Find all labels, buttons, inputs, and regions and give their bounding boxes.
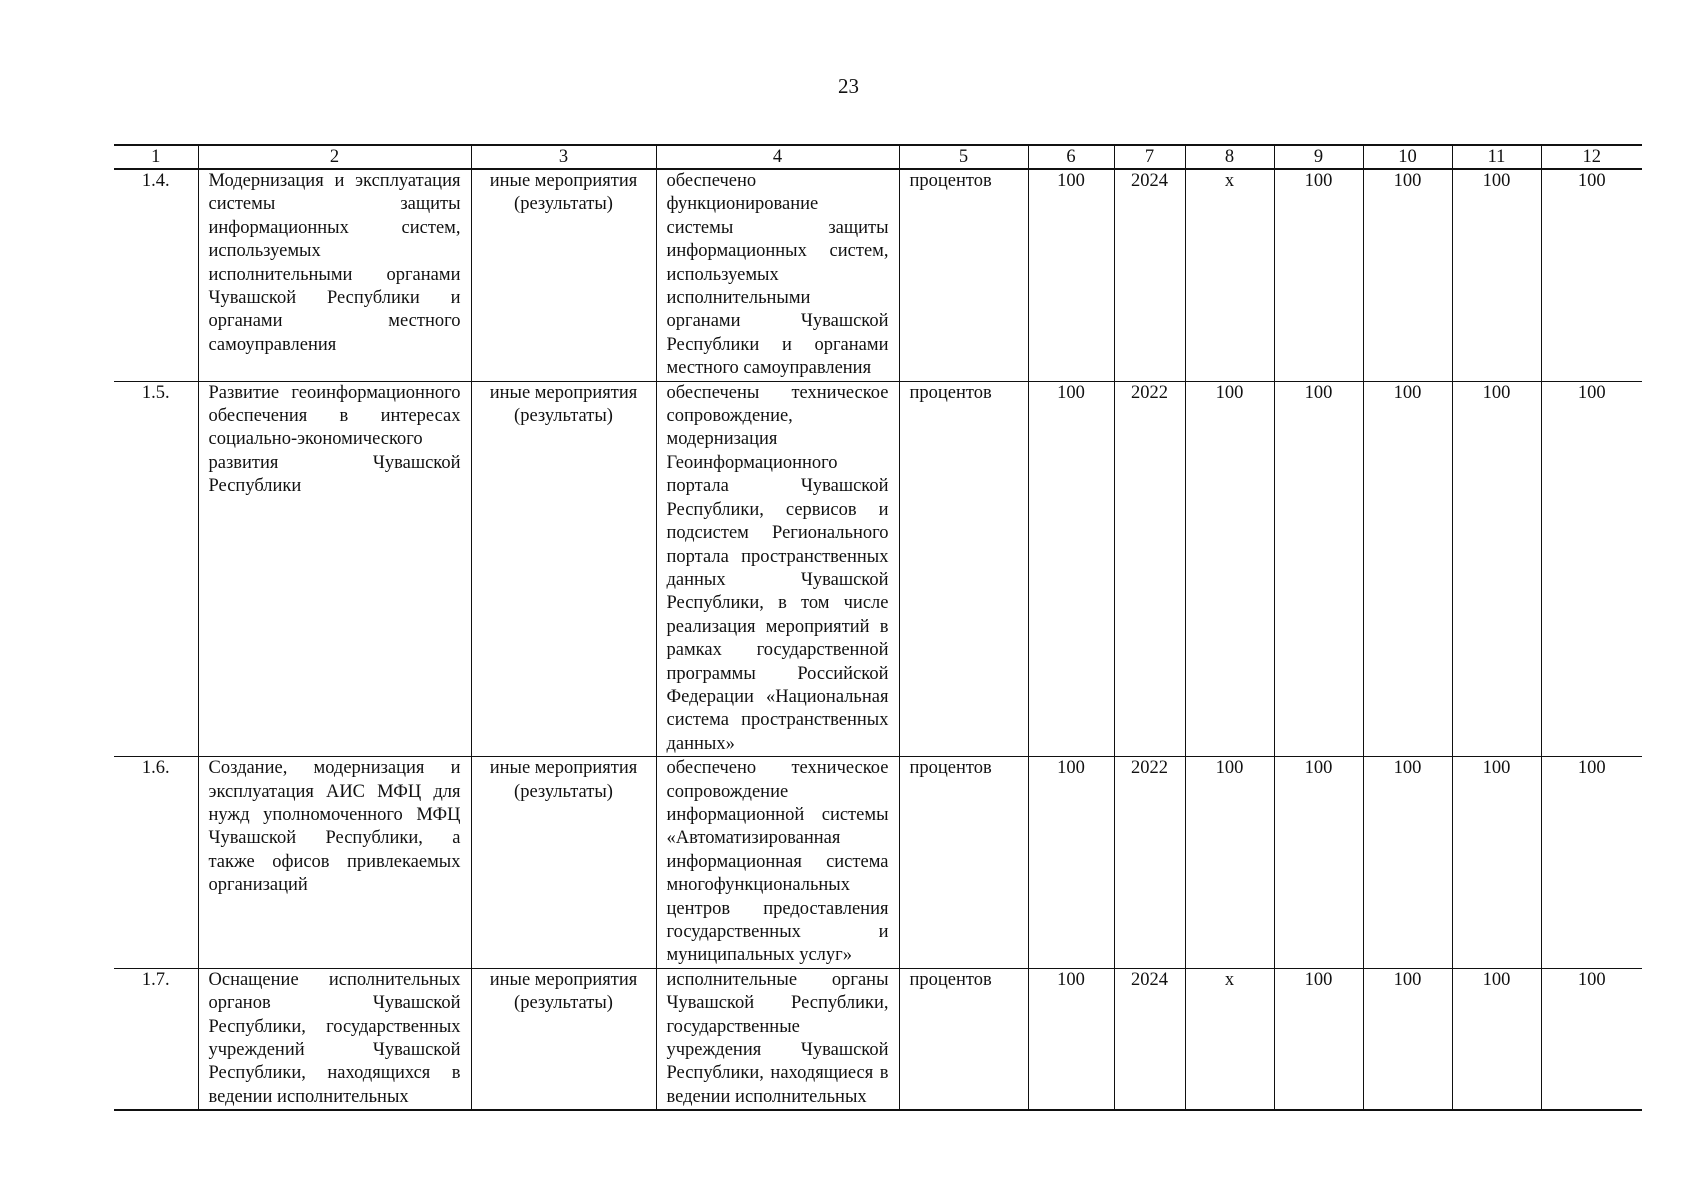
value-cell: 100 <box>1452 757 1541 969</box>
value-cell: 100 <box>1541 169 1642 381</box>
value-cell: 100 <box>1185 757 1274 969</box>
unit: процентов <box>899 381 1028 757</box>
value-cell: 100 <box>1363 757 1452 969</box>
value-cell: 100 <box>1185 381 1274 757</box>
column-number: 7 <box>1114 145 1185 169</box>
measure-name: Развитие геоинформационного обеспечения в интересах социально-экономического развития Чувашской Республики <box>198 381 471 757</box>
value-cell: х <box>1185 169 1274 381</box>
value-cell: 100 <box>1452 968 1541 1110</box>
column-number: 12 <box>1541 145 1642 169</box>
table-row <box>114 757 1642 969</box>
column-number: 10 <box>1363 145 1452 169</box>
unit: процентов <box>899 968 1028 1110</box>
measure-result: обеспечено техническое сопровождение информационной системы «Автоматизированная информационная система многофункциональных центров предоставления государственных и муниципальных услуг» <box>656 757 899 969</box>
value-cell: 100 <box>1541 381 1642 757</box>
column-number: 9 <box>1274 145 1363 169</box>
measure-name: Модернизация и эксплуатация системы защиты информационных систем, используемых исполнительными органами Чувашской Республики и органами местного самоуправления <box>198 169 471 381</box>
column-number: 6 <box>1028 145 1114 169</box>
value-cell: 100 <box>1452 381 1541 757</box>
year-cell: 2024 <box>1114 968 1185 1110</box>
program-table <box>114 144 1642 1111</box>
row-number: 1.5. <box>114 381 198 757</box>
year-cell: 2022 <box>1114 757 1185 969</box>
year-cell: 2022 <box>1114 381 1185 757</box>
value-cell: 100 <box>1274 968 1363 1110</box>
unit: процентов <box>899 169 1028 381</box>
column-number: 2 <box>198 145 471 169</box>
value-cell: 100 <box>1028 968 1114 1110</box>
row-number: 1.7. <box>114 968 198 1110</box>
measure-type: иные мероприятия (результаты) <box>471 968 656 1110</box>
row-number: 1.6. <box>114 757 198 969</box>
column-number: 3 <box>471 145 656 169</box>
measure-type: иные мероприятия (результаты) <box>471 757 656 969</box>
table-row <box>114 968 1642 1110</box>
column-number-row <box>114 145 1642 169</box>
value-cell: 100 <box>1541 968 1642 1110</box>
column-number: 4 <box>656 145 899 169</box>
value-cell: 100 <box>1274 169 1363 381</box>
value-cell: 100 <box>1028 757 1114 969</box>
table-row <box>114 381 1642 757</box>
measure-name: Создание, модернизация и эксплуатация АИС МФЦ для нужд уполномоченного МФЦ Чувашской Республики, а также офисов привлекаемых организаций <box>198 757 471 969</box>
column-number: 8 <box>1185 145 1274 169</box>
measure-type: иные мероприятия (результаты) <box>471 169 656 381</box>
value-cell: х <box>1185 968 1274 1110</box>
value-cell: 100 <box>1363 381 1452 757</box>
column-number: 1 <box>114 145 198 169</box>
table-row <box>114 169 1642 381</box>
column-number: 11 <box>1452 145 1541 169</box>
value-cell: 100 <box>1452 169 1541 381</box>
unit: процентов <box>899 757 1028 969</box>
value-cell: 100 <box>1028 381 1114 757</box>
measure-result: обеспечено функционирование системы защиты информационных систем, используемых исполнительными органами Чувашской Республики и органами местного самоуправления <box>656 169 899 381</box>
year-cell: 2024 <box>1114 169 1185 381</box>
value-cell: 100 <box>1274 757 1363 969</box>
measure-type: иные мероприятия (результаты) <box>471 381 656 757</box>
value-cell: 100 <box>1363 169 1452 381</box>
value-cell: 100 <box>1028 169 1114 381</box>
row-number: 1.4. <box>114 169 198 381</box>
value-cell: 100 <box>1274 381 1363 757</box>
measure-name: Оснащение исполнительных органов Чувашской Республики, государственных учреждений Чувашской Республики, находящихся в ведении исполнительных <box>198 968 471 1110</box>
column-number: 5 <box>899 145 1028 169</box>
measure-result: исполнительные органы Чувашской Республики, государственные учреждения Чувашской Республики, находящиеся в ведении исполнительных <box>656 968 899 1110</box>
value-cell: 100 <box>1363 968 1452 1110</box>
value-cell: 100 <box>1541 757 1642 969</box>
page-number: 23 <box>838 74 859 98</box>
measure-result: обеспечены техническое сопровождение, модернизация Геоинформационного портала Чувашской Республики, сервисов и подсистем Регионального портала пространственных данных Чувашской Республики, в том числе реализация мероприятий в рамках государственной программы Российской Федерации «Национальная система пространственных данных» <box>656 381 899 757</box>
